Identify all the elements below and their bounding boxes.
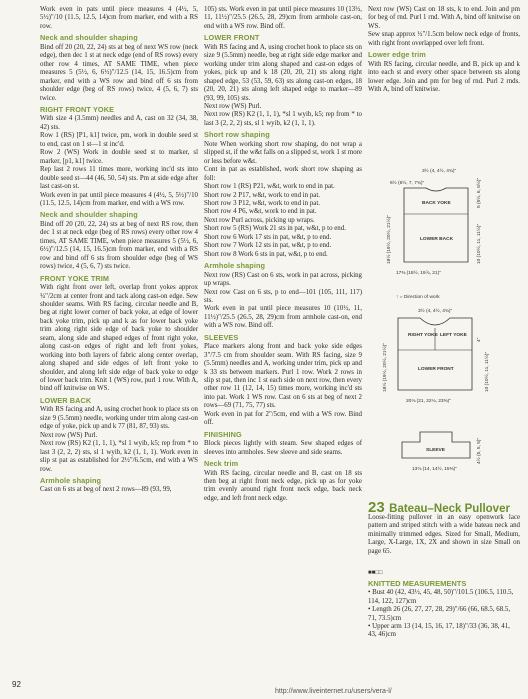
paragraph: Block pieces lightly with steam. Sew shaped edges of sleeves into armholes. Sew sleeve and side seams. xyxy=(204,440,362,456)
paragraph: Next row (RS) K2 (1, 1, 1), *sl 1 wyib, k5; rep from * to last 3 (2, 2, 2) sts, sl 1 wyib, k2 (1, 1, 1). xyxy=(204,111,362,127)
lower-back-label: LOWER BACK xyxy=(420,237,454,242)
paragraph: Short row 8 Work 6 sts in pat, w&t, p to end. xyxy=(204,250,328,258)
paragraph: Short row 7 Work 12 sts in pat, w&t, p to end. xyxy=(204,242,332,250)
paragraph: Note When working short row shaping, do not wrap a slipped st, if the w&t falls on a slipped st, work 1 st more or less before w&t. xyxy=(204,140,362,165)
section-heading: LOWER FRONT xyxy=(204,33,260,43)
paragraph: With RS facing, circular needle and B, cast on 18 sts then beg at right front neck edge, pick up as for yoke trim evenly around right front neck edge, back neck edge, and left front neck edge. xyxy=(204,469,362,502)
paragraph: Short row 6 Work 17 sts in pat, w&t, p to end. xyxy=(204,233,332,241)
sleeve-schematic xyxy=(402,432,482,472)
paragraph: Next row Cast on 6 sts, p to end—101 (105, 111, 117) sts. xyxy=(204,288,362,304)
back-yoke-label: BACK YOKE xyxy=(422,201,451,206)
label-bottom-back: 17⅜ (18½, 19⅞, 21)" xyxy=(396,271,441,276)
label-bottom-front: 20⅛ (21, 22⅛, 23⅜)" xyxy=(406,399,451,404)
source-url: http://www.liveinternet.ru/users/vera-l/ xyxy=(275,688,392,695)
pattern-intro: Loose-fitting pullover in an easy openwork lace pattern and striped stitch with a wide bateau neck and minimally trimmed edges. Sized for Small, Medium, Large, X-Large, 1X, 2X and shown in size Small on page 65. xyxy=(368,514,520,555)
paragraph: Rep last 2 rows 11 times more, working inc'd sts into double seed st—44 (46, 50, 54) sts. Pm at side edge after last cast-on st. xyxy=(40,166,198,191)
section-heading: FINISHING xyxy=(204,429,242,439)
measurements-heading: KNITTED MEASUREMENTS xyxy=(368,579,467,588)
paragraph: Cast on 6 sts at beg of next 2 rows—89 (93, 99, xyxy=(40,486,172,494)
skill-level-icon: ■■□□ xyxy=(368,570,383,576)
paragraph: Work even in pats until piece measures 4 (4½, 5, 5½)"/10 (11.5, 12.5, 14)cm from marker, end with a RS row. xyxy=(40,6,198,30)
label-neck-back: 6½ (6½, 7, 7¾)" xyxy=(390,181,425,186)
direction-legend: ↑ = Direction of work xyxy=(396,295,440,300)
front-schematic xyxy=(381,307,490,404)
paragraph: Cont in pat as established, work short row shaping as foll: xyxy=(204,166,362,182)
label-top-front: 3½ (4, 4½, 4¾)" xyxy=(418,309,453,314)
sleeve-label: SLEEVE xyxy=(426,448,445,453)
paragraph: Bind off 20 (20, 22, 24) sts at beg of next RS row, then dec 1 st at neck edge (beg of RS rows) every other row 4 times, AT SAME TIME, when piece measures 5 (5½, 6, 6½)"/12.5 (14, 15, 16.5)cm from marker, end with a RS row and bind off 6 sts from shoulder edge (beg of WS rows) twice, 4 (5, 6, 7) sts twice. xyxy=(40,220,198,271)
label-left-front: 18½ (19½, 20½, 21½)" xyxy=(383,343,388,392)
label-front-yoke-h: 4" xyxy=(477,337,482,342)
label-left-back: 18½ (19½, 20½, 21½)" xyxy=(387,215,392,264)
paragraph: With size 4 (3.5mm) needles and A, cast on 32 (34, 38, 42) sts. xyxy=(40,115,198,131)
subheading: Neck and shoulder shaping xyxy=(40,33,138,43)
measurements-section xyxy=(368,580,520,640)
subheading: Neck trim xyxy=(204,459,239,469)
column-1 xyxy=(40,6,198,495)
left-yoke-label: LEFT YOKE xyxy=(440,333,467,338)
paragraph: Next row (WS) Cast on 18 sts, k to end. Join and pm for beg of rnd. Purl 1 rnd. With A, bind off knitwise on WS. xyxy=(368,6,520,30)
right-yoke-label: RIGHT YOKE xyxy=(408,333,438,338)
subheading: Armhole shaping xyxy=(40,476,102,486)
paragraph: Place markers along front and back yoke side edges 3"/7.5 cm from shoulder seam. With RS facing, size 9 (5.5mm) needles and A, working under trim, pick up and k 33 sts between markers. Purl 1 row. Work 2 rows in slip st pat, then inc 1 st each side on next row, then every other row 11 (12, 14, 15) times more, working inc'd sts into pat. Work 1 WS row. Cast on 6 sts at beg of next 2 rows—69 (71, 75, 77) sts. xyxy=(204,343,362,410)
paragraph: Sew snap approx ½"/1.5cm below neck edge of fronts, with right front overlapped over left front. xyxy=(368,31,520,47)
column-2 xyxy=(204,6,362,503)
subheading: Short row shaping xyxy=(204,130,270,140)
section-heading: LOWER BACK xyxy=(40,395,92,405)
paragraph: 105) sts. Work even in pat until piece measures 10 (13½, 11, 11½)"/25.5 (26.5, 28, 29)cm from armhole cast-on, end with a WS row. Bind off. xyxy=(204,6,362,30)
section-heading: RIGHT FRONT YOKE xyxy=(40,104,115,114)
label-body-h: 10 (10½, 11, 11½)" xyxy=(477,223,482,264)
section-heading: SLEEVES xyxy=(204,332,239,342)
paragraph: Work even in pat until piece measures 4 (4½, 5, 5½)"/10 (11.5, 12.5, 14)cm from marker, end with a WS row. xyxy=(40,191,198,207)
label-sleeve-h: 4½ (5, 5, 5)" xyxy=(477,437,482,464)
paragraph: Short row 1 (RS) P21, w&t, work to end in pat. xyxy=(204,183,335,191)
paragraph: Next row (RS) K2 (1, 1, 1), *sl 1 wyib, k5; rep from * to last 3 (2, 2, 2) sts, sl 1 wyib, k2 (1, 1, 1). Work even in slip st pat as established for 2½"/6.5cm, end with a WS row. xyxy=(40,440,198,473)
paragraph: With RS facing and A, using crochet hook to place sts on size 9 (5.5mm) needle, working under trim along cast-on edge of yoke, pick up and k 77 (81, 87, 93) sts. xyxy=(40,406,198,431)
measurement-item: • Upper arm 13 (14, 15, 16, 17, 18)"/33 (36, 38, 41, 43, 46)cm xyxy=(368,623,510,639)
paragraph: With RS facing, circular needle, and B, pick up and k into each st and every other space between sts along lower edge. Join and pm for beg of rnd. Purl 2 rnds. With A, bind off knitwise. xyxy=(368,60,520,94)
measurement-item: • Length 26 (26, 27, 27, 28, 29)"/66 (66, 68.5, 68.5, 71, 73.5)cm xyxy=(368,606,511,622)
subheading: Neck and shoulder shaping xyxy=(40,210,138,220)
paragraph: Next row (RS) Cast on 6 sts, work in pat across, picking up wraps. xyxy=(204,271,362,288)
subheading: Lower edge trim xyxy=(368,50,426,60)
label-top-back: 3½ (4, 4½, 4¾)" xyxy=(422,169,457,174)
paragraph: Short row 2 P17, w&t, work to end in pat. xyxy=(204,191,320,199)
paragraph: Work even in pat for 2"/5cm, end with a WS row. Bind off. xyxy=(204,410,362,427)
paragraph: Short row 3 P12, w&t, work to end in pat. xyxy=(204,199,320,207)
paragraph: Work even in pat until piece measures 10 (10½, 11, 11½)"/25.5 (26.5, 28, 29)cm from armhole cast-on, end with a WS row. Bind off. xyxy=(204,305,362,330)
paragraph: With RS facing and A, using crochet hook to place sts on size 9 (5.5mm) needle, beg at right side edge marker and working under trim along shaped and cast-on edges of yokes, pick up and k 18 (20, 20, 21) sts along right shaped edge, 53 (53, 59, 63) sts along cast-on edges, 18 (20, 20, 21) sts along left shaped edge to marker—89 (93, 99, 105) sts. xyxy=(204,43,362,102)
label-sleeve-bottom: 13⅛ (14, 14½, 15⅜)" xyxy=(412,467,457,472)
label-yoke-h: 5 (5½, 6, 6½)" xyxy=(477,177,482,208)
label-front-body-h: 10 (10½, 11, 11½)" xyxy=(485,351,490,392)
paragraph: Next row (WS) Purl. xyxy=(40,431,98,439)
paragraph: Bind off 20 (20, 22, 24) sts at beg of next WS row (neck edge), then dec 1 st at neck edge (end of RS rows) every other row 4 times, AT SAME TIME, when piece measures 5 (5½, 6, 6½)"/12.5 (14, 15, 16.5)cm from marker, end with a WS row and bind off 6 sts from shoulder edge (beg of RS rows) twice, 4 (5, 6, 7) sts twice. xyxy=(40,43,198,102)
column-3 xyxy=(368,6,520,95)
pattern-number: 23 xyxy=(368,499,385,516)
schematic-diagram xyxy=(368,160,523,485)
section-heading: FRONT YOKE TRIM xyxy=(40,273,110,283)
paragraph: Next row Purl across, picking up wraps. xyxy=(204,216,315,224)
back-schematic xyxy=(385,167,482,276)
subheading: Armhole shaping xyxy=(204,261,266,271)
paragraph: Next row (WS) Purl. xyxy=(204,102,262,110)
paragraph: Short row 5 (RS) Work 21 sts in pat, w&t, p to end. xyxy=(204,225,346,233)
pattern-name: Bateau–Neck Pullover xyxy=(389,503,510,515)
page-number: 92 xyxy=(12,680,21,689)
paragraph: Row 2 (WS) Work in double seed st to marker, sl marker, [p1, k1] twice. xyxy=(40,149,198,165)
lower-front-label: LOWER FRONT xyxy=(418,367,454,372)
paragraph: Row 1 (RS) [P1, k1] twice, pm, work in double seed st to end, cast on 1 st—1 st inc'd. xyxy=(40,132,198,148)
paragraph: With right front over left, overlap front yokes approx ¾"/2cm at center front and tack along cast-on edge. Sew shoulder seams. With RS facing, circular needle and B, beg at right lower corner of back yoke, at edge of lower back yoke trim, pick up and k as for lower back yoke trim along right side edge of back yoke to shoulder seam, along side and shaped edges of front right yoke, along cast-on edges of right and left front yokes, working into both layers of fabric along center overlap, along shaped and side edges of left front yoke to shoulder, and along left side edge of back yoke to edge of lower back trim. Knit 1 (WS) row, purl 1 row. With A, bind off knitwise on WS. xyxy=(40,284,198,393)
paragraph: Short row 4 P6, w&t, work to end in pat. xyxy=(204,208,317,216)
measurement-item: • Bust 40 (42, 43½, 45, 48, 50)"/101.5 (106.5, 110.5, 114, 122, 127)cm xyxy=(368,589,514,605)
